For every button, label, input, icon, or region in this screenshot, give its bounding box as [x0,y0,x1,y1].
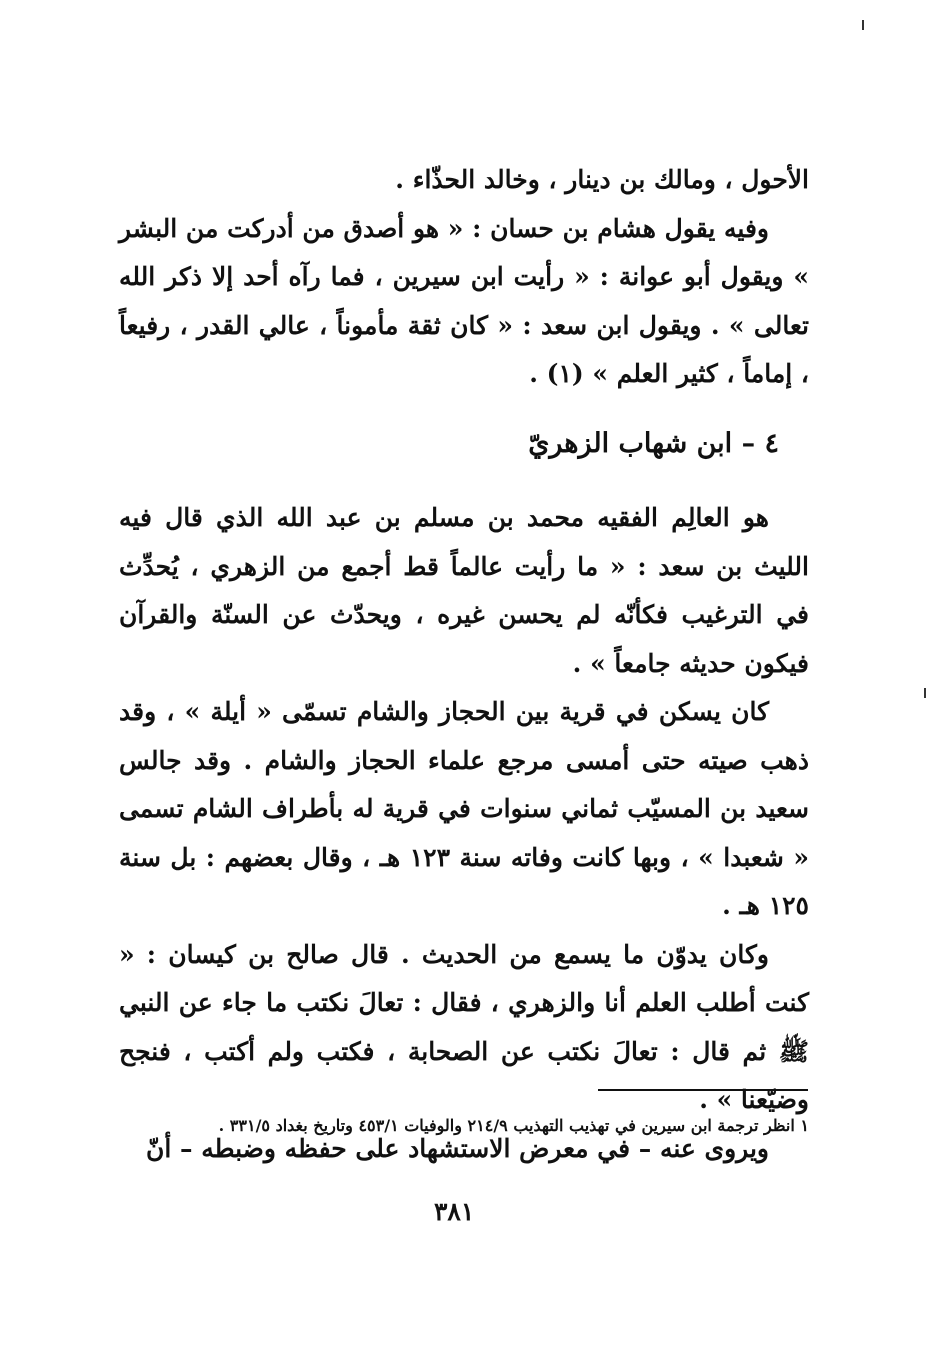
paragraph: هو العالِم الفقيه محمد بن مسلم بن عبد الله الذي قال فيه الليث بن سعد : « ما رأيت عالماً قط أجمع من الزهري ، يُحدِّث في الترغيب فكأنّه لم يحسن غيره ، ويحدّث عن السنّة والقرآن فيكون حديثه جامعاً » . [119,503,809,678]
paragraph: وفيه يقول هشام بن حسان : « هو أصدق من أدركت من البشر » ويقول أبو عوانة : « رأيت ابن سيرين ، فما رآه أحد إلا ذكر الله تعالى » . ويقول ابن سعد : « كان ثقة مأموناً ، عالي القدر ، رفيعاً ، إماماً ، كثير العلم » (١) . [119,213,809,388]
footnote-divider [598,1089,808,1091]
paragraph: الأحول ، ومالك بن دينار ، وخالد الحذّاء . [395,165,809,194]
paragraph: وكان يدوّن ما يسمع من الحديث . قال صالح بن كيسان : « كنت أطلب العلم أنا والزهري ، فقال : تعالَ نكتب ما جاء عن النبي ﷺ ثم قال : تعالَ نكتب عن الصحابة ، فكتب ولم أكتب ، فنجح وضيّعنا » . [119,939,809,1114]
section-heading: ٤ – ابن شهاب الزهريّ [528,428,779,459]
page-number: ٣٨١ [434,1197,475,1226]
paragraph: ويروى عنه – في معرض الاستشهاد على حفظه وضبطه – أنّ [146,1133,769,1163]
text-block-top [119,156,809,399]
footnote: ١ انظر ترجمة ابن سيرين في تهذيب التهذيب ٢١٤/٩ والوفيات ٤٥٣/١ وتاريخ بغداد ٣٣١/٥ . [218,1116,809,1135]
scan-artifact [924,688,926,698]
paragraph: كان يسكن في قرية بين الحجاز والشام تسمّى « أيلة » ، وقد ذهب صيته حتى أمسى مرجع علماء الحجاز والشام . وقد جالس سعيد بن المسيّب ثماني سنوات في قرية له بأطراف الشام تسمى « شعبدا » ، وبها كانت وفاته سنة ١٢٣ هـ ، وقال بعضهم : بل سنة ١٢٥ هـ . [119,697,809,920]
scan-artifact [862,20,864,30]
text-block-main [119,494,809,1173]
